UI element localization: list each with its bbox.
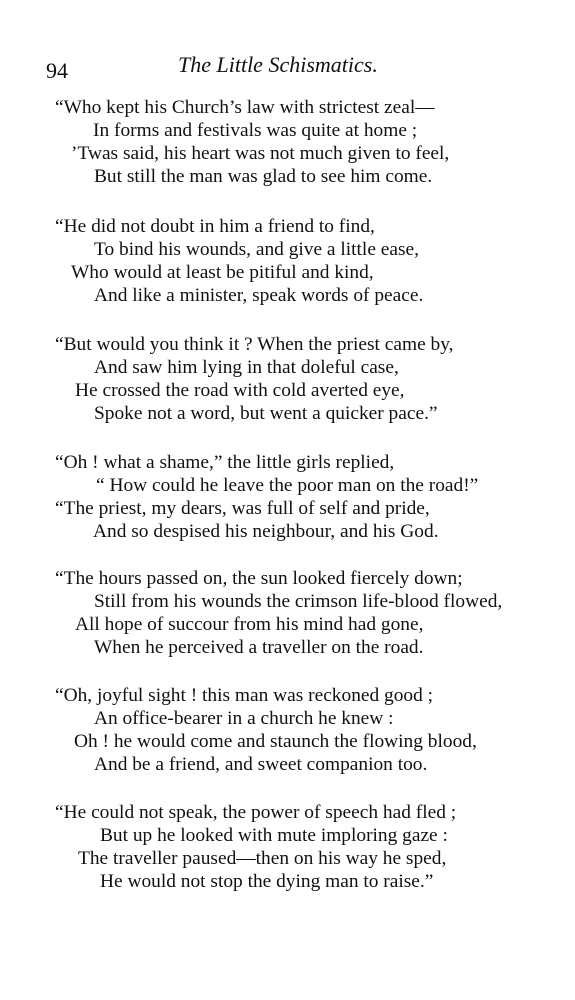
verse-line: An office-bearer in a church he knew :: [94, 708, 394, 729]
verse-line: And saw him lying in that doleful case,: [94, 357, 399, 378]
verse-line: Spoke not a word, but went a quicker pace.”: [94, 403, 438, 424]
verse-line: He would not stop the dying man to raise.”: [100, 871, 434, 892]
verse-line: But still the man was glad to see him come.: [94, 166, 433, 187]
verse-line: When he perceived a traveller on the road.: [94, 637, 424, 658]
verse-line: “Oh ! what a shame,” the little girls replied,: [55, 452, 395, 473]
verse-line: And like a minister, speak words of peace.: [94, 285, 424, 306]
verse-line: ’Twas said, his heart was not much given to feel,: [71, 143, 450, 164]
verse-line: Who would at least be pitiful and kind,: [71, 262, 374, 283]
verse-line: “The priest, my dears, was full of self and pride,: [55, 498, 430, 519]
verse-line: To bind his wounds, and give a little ease,: [94, 239, 419, 260]
verse-line: “Oh, joyful sight ! this man was reckoned good ;: [55, 685, 434, 706]
verse-line: Oh ! he would come and staunch the flowing blood,: [74, 731, 477, 752]
verse-line: “The hours passed on, the sun looked fiercely down;: [55, 568, 463, 589]
verse-line: Still from his wounds the crimson life-blood flowed,: [94, 591, 503, 612]
verse-line: “He could not speak, the power of speech had fled ;: [55, 802, 457, 823]
verse-line: “Who kept his Church’s law with strictest zeal—: [55, 97, 435, 118]
verse-line: And be a friend, and sweet companion too.: [94, 754, 428, 775]
verse-line: He crossed the road with cold averted eye,: [75, 380, 405, 401]
verse-line: But up he looked with mute imploring gaze :: [100, 825, 448, 846]
verse-line: The traveller paused—then on his way he sped,: [78, 848, 447, 869]
verse-line: “He did not doubt in him a friend to find,: [55, 216, 375, 237]
verse-line: And so despised his neighbour, and his God.: [93, 521, 439, 542]
verse-line: All hope of succour from his mind had gone,: [75, 614, 424, 635]
page-number: 94: [46, 58, 68, 83]
verse-line: In forms and festivals was quite at home ;: [93, 120, 418, 141]
verse-line: “ How could he leave the poor man on the road!”: [96, 475, 479, 496]
running-title: The Little Schismatics.: [178, 52, 378, 77]
verse-line: “But would you think it ? When the priest came by,: [55, 334, 454, 355]
